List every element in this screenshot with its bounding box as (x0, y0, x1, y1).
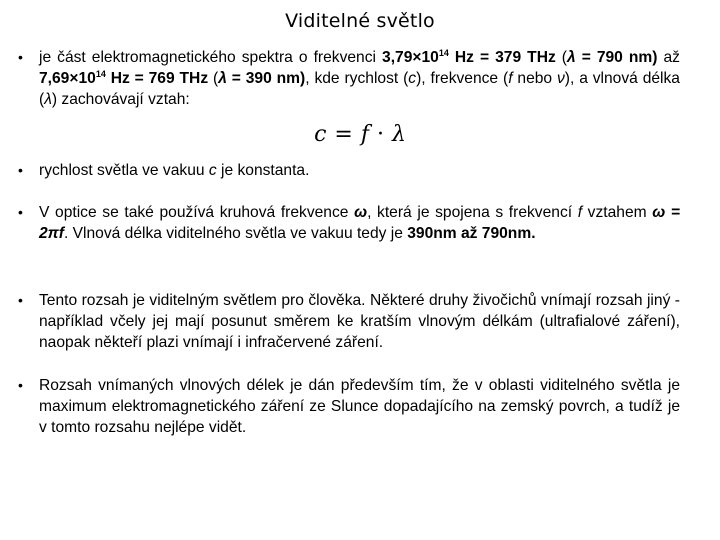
text-run: rychlost světla ve vakuu (39, 162, 209, 179)
bullet-sun-radiation (18, 375, 680, 438)
wavelength-high: = 790 nm) (575, 49, 658, 66)
formula-c: c (314, 122, 327, 147)
text-run: Hz = 379 THz (448, 49, 556, 66)
bullet-spectrum (18, 47, 680, 110)
formula-lambda: λ (391, 122, 406, 147)
wavelength-low: = 390 nm) (226, 70, 306, 87)
symbol-omega: ω (354, 204, 368, 221)
bullet-marker: • (18, 292, 23, 308)
bullet-angular-frequency (18, 202, 680, 244)
text-run: . Vlnová délka viditelného světla ve vakuu tedy je (63, 225, 408, 242)
text-run: V optice se také používá kruhová frekvence (39, 204, 355, 221)
symbol-c: c (208, 162, 217, 179)
text-run: ), a vlnová délka ( (39, 70, 680, 108)
omega-equation: ω = 2πf (39, 204, 680, 242)
formula-f: f (360, 122, 369, 147)
freq-low (382, 49, 556, 66)
bullet-text (39, 160, 680, 181)
bullet-marker: • (18, 162, 23, 178)
bullet-text: Tento rozsah je viditelným světlem pro člověka. Některé druhy živočichů vnímají rozsah jiný - například včely jej mají posunut směrem ke kratším vlnovým délkám (ultrafialové záření), naopak někteří plazi vnímají i infračervené záření. (39, 292, 680, 351)
text-run: ) zachovávají vztah: (51, 91, 190, 108)
bullet-marker: • (18, 204, 23, 220)
slide-title: Viditelné světlo (285, 10, 435, 32)
text-run: , která je spojena s frekvencí (367, 204, 578, 221)
text-run: vztahem (582, 204, 653, 221)
formula-dot: · (376, 122, 384, 147)
text-run: až (657, 49, 680, 66)
text-run: je konstanta. (216, 162, 310, 179)
symbol-lambda: λ (44, 91, 52, 108)
lambda-symbol: λ (218, 70, 227, 87)
text-run: , kde rychlost ( (305, 70, 409, 87)
text-run: ( (208, 70, 219, 87)
text-run: 3,79×10 (382, 49, 439, 66)
bullet-text (39, 47, 680, 110)
exponent: 14 (438, 48, 449, 58)
symbol-f: f (577, 204, 583, 221)
bullet-human-vision (18, 290, 680, 353)
exponent: 14 (95, 69, 106, 79)
text-run: ( (555, 49, 567, 66)
symbol-c: c (408, 70, 417, 87)
wavelength-range: 390nm až 790nm. (407, 225, 536, 242)
formula-equals: = (334, 122, 353, 147)
formula-c-f-lambda (0, 122, 720, 147)
freq-high (39, 70, 208, 87)
symbol-nu: ν (556, 70, 565, 87)
bullet-text: Rozsah vnímaných vlnových délek je dán především tím, že v oblasti viditelného světla je maximum elektromagnetického záření ze Slunce dopadajícího na zemský povrch, a tudíž je v tomto rozsahu nejlépe vidět. (39, 377, 680, 436)
text-run: nebo (512, 70, 557, 87)
text-run: 7,69×10 (39, 70, 96, 87)
text-run: Hz = 769 THz (105, 70, 209, 87)
symbol-f: f (508, 70, 513, 87)
text-run: je část elektromagnetického spektra o frekvenci (39, 49, 383, 66)
bullet-marker: • (18, 377, 23, 393)
bullet-speed-constant (18, 160, 680, 181)
bullet-text (39, 202, 680, 244)
bullet-marker: • (18, 49, 23, 65)
lambda-symbol: λ (566, 49, 576, 66)
text-run: ), frekvence ( (416, 70, 509, 87)
